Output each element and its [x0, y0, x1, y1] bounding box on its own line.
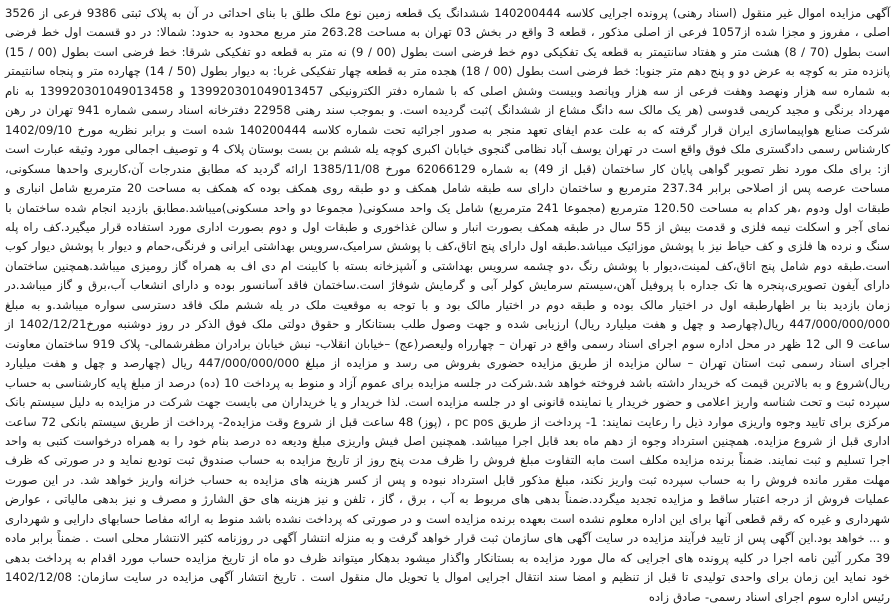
auction-notice-text: آگهی مزایده اموال غیر منقول (اسناد رهنی) پرونده اجرایی کلاسه 140200444 ششدانگ یک قطعه زمین نوع ملک طلق با بنای احداثی در آن به پلاک ثبتی 9386 فرعی از 3526 اصلی ، مفروز و مجزا شده از1057 فرعی از اصلی مذکور ، قطعه 3 واقع در بخش 03 تهران به مساحت 263.28 متر مربع محدود به حدود: شمالا: در دو قسمت اول خط فرضی است بطول (70 / 8) هشت متر و هفتاد سانتیمتر به قطعه یک تفکیکی دوم خط فرضی است بطول (00 / 9) نه متر به قطعه دو تفکیکی شرقا: خط فرضی است بطول (00 / 15) پانزده متر به کوچه به عرض دو و پنج دهم متر جنوبا: خط فرضی است بطول (00 / 18) هجده متر به قطعه چهار تفکیکی غربا: به دیوار بطول (50 / 14) چهارده متر و پنجاه سانتیمتر به شماره سه هزار ونهصد وهفت فرعی از سه هزار وپانصد وبیست وشش اصلی که با شماره دفتر الکترونیکی 139920301049013457 و 139920301049013458 به نام مهرداد برنگی و مجید کریمی قدوسی (هر یک مالک سه دانگ مشاع از ششدانگ )ثبت گردیده است. و بموجب سند رهنی 22958 دفترخانه اسناد رسمی شماره 941 تهران در رهن شرکت صنایع هواپیماسازی ایران قرار گرفته که به علت عدم ایفای تعهد منجر به صدور اجرائیه تحت شماره کلاسه 140200444 شده است و برابر نظریه مورخ 1402/09/10 کارشناس رسمی دادگستری ملک فوق واقع است در تهران یوسف آباد نظامی گنجوی خیابان اکبری کوچه یله ششم بن بست بوستان پلاک 4 و توصیف اجمالی مورد وثیقه عبارت است از: برای ملک مورد نظر تصویر گواهی پایان کار ساختمان (قبل از 49) به شماره 62066129 مورخ 1385/11/08 ارائه گردید که مطابق مندرجات آن،کاربری واحدها مسکونی، مساحت عرصه پس از اصلاحی برابر 237.34 مترمربع و ساختمان دارای سه طبقه شامل همکف و دو طبقه روی همکف بوده که همکف به مساحت 20 مترمربع شامل انباری و طبقات اول ودوم ،هر کدام به مساحت 120.50 مترمربع (مجموعا 241 مترمربع) شامل یک واحد مسکونی( مجموعا دو واحد مسکونی)میباشد.مطابق بازدید انجام شده ساختمان با نمای آجر و اسکلت نیمه فلزی و قدمت بیش از 55 سال در طبقه همکف بصورت انبار و سالن غذاخوری و طبقات اول و دوم بصورت اداری مورد استفاده قرار میگیرد.کف راه پله سنگ و نرده ها فلزی و کف حیاط نیز با پوشش موزائیک میباشد.طبقه اول دارای پنج اتاق،کف با پوشش سرامیک،سرویس بهداشتی ایرانی و فرنگی،حمام و دیوار با پوشش دیوار کوب است.طبقه دوم شامل پنج اتاق،کف لمینت،دیوار با پوشش رنگ ،دو چشمه سرویس بهداشتی و آشپزخانه بسته با کابینت ام دی اف به همراه گاز رومیزی میباشد.همچنین ساختمان دارای آیفون تصویری،پنجره ها تک جداره با پروفیل آهن،سیستم سرمایش کولر آبی و گرمایش شوفاژ است.ساختمان فاقد آسانسور بوده و دارای انشعاب آب،برق و گاز میباشد.در زمان بازدید بنا بر اظهارطبقه اول در اختیار مالک بوده و طبقه دوم در اختیار مالک بود و با توجه به موقعیت ملک در یله ششم ملک فاقد دسترسی سواره میباشد.و به مبلغ 447/000/000/000 ریال(چهارصد و چهل و هفت میلیارد ریال) ارزیابی شده و جهت وصول طلب بستانکار و حقوق دولتی ملک فوق الذکر در روز دوشنبه مورخ1402/12/21 از ساعت 9 الی 12 ظهر در محل اداره سوم اجرای اسناد رسمی واقع در تهران – چهارراه ولیعصر(عج) –خیابان انقلاب- نبش خیابان برادران مظفرشمالی- پلاک 919 ساختمان معاونت اجرای اسناد رسمی ثبت استان تهران – سالن مزایده از طریق مزایده حضوری بفروش می رسد و مزایده از مبلغ 447/000/000/000 ریال (چهارصد و چهل و هفت میلیارد ریال)شروع و به بالاترین قیمت که خریدار داشته باشد فروخته خواهد شد.شرکت در جلسه مزایده برای عموم آزاد و منوط به پرداخت 10 (ده) درصد از مبلغ پایه کارشناسی به حساب سپرده ثبت و تحت شناسه واریز اعلامی و حضور خریدار یا نماینده قانونی او در جلسه مزایده است. لذا خریدار و یا خریداران می بایست جهت شرکت در مزایده به دلیل سیستم بانک مرکزی برای تایید وجوه واریزی موارد ذیل را رعایت نمایند: 1- پرداخت از طریق pc pos ، (پوز) 48 ساعت قبل از شروع وقت مزایده2- پرداخت از طریق سیستم بانکی 72 ساعت اداری قبل از شروع مزایده. همچنین استرداد وجوه از دهم ماه بعد قابل اجرا میباشد. همچنین اصل فیش واریزی مبلغ ودیعه ده درصد بنام خود را به همراه درخواست کتبی به واحد اجرا تسلیم و ثبت نمایند. ضمناً برنده مزایده مکلف است مابه التفاوت مبلغ فروش را ظرف مدت پنج روز از تاریخ مزایده به حساب صندوق ثبت تودیع نماید و در صورتی که ظرف مهلت مقرر مانده فروش را به حساب سپرده ثبت واریز نکند، مبلغ مذکور قابل استرداد نبوده و پس از کسر هزینه های مزایده به حساب خزانه واریز خواهد شد. در این صورت عملیات فروش از درجه اعتبار ساقط و مزایده تجدید میگردد.ضمناً بدهی های مربوط به آب ، برق ، گاز ، تلفن و نیز هزینه های حق الشارژ و مصرف و نیز بدهی مالیاتی ، عوارض شهرداری و غیره که رقم قطعی آنها برای این اداره معلوم نشده است بعهده برنده مزایده است و در صورتی که پرداخت نشده باشد منوط به ارائه مفاصا حسابهای دارایی و شهرداری و ... خواهد بود.این آگهی پس از تایید فرآیند مزایده در سایت آگهی های سازمان ثبت قرار خواهد گرفت و به منزله انتشار آگهی در روزنامه کثیر الانتشار محلی است . ضمناً برابر ماده 39 مکرر آئین نامه اجرا در کلیه پرونده های اجرایی که مال مورد مزایده به بستانکار واگذار میشود بدهکار میتواند ظرف دو ماه از تاریخ مزایده حساب مورد اقدام به پرداخت بدهی خود نماید این زمان برای واحدی تولیدی تا قبل از تنظیم و امضا سند انتقال اجرایی اموال یا تحویل مال منقول است . تاریخ انتشار آگهی مزایده در سایت سازمان: 1402/12/08 رئیس اداره سوم اجرای اسناد رسمی- صادق زاده — [5, 6, 891, 604]
